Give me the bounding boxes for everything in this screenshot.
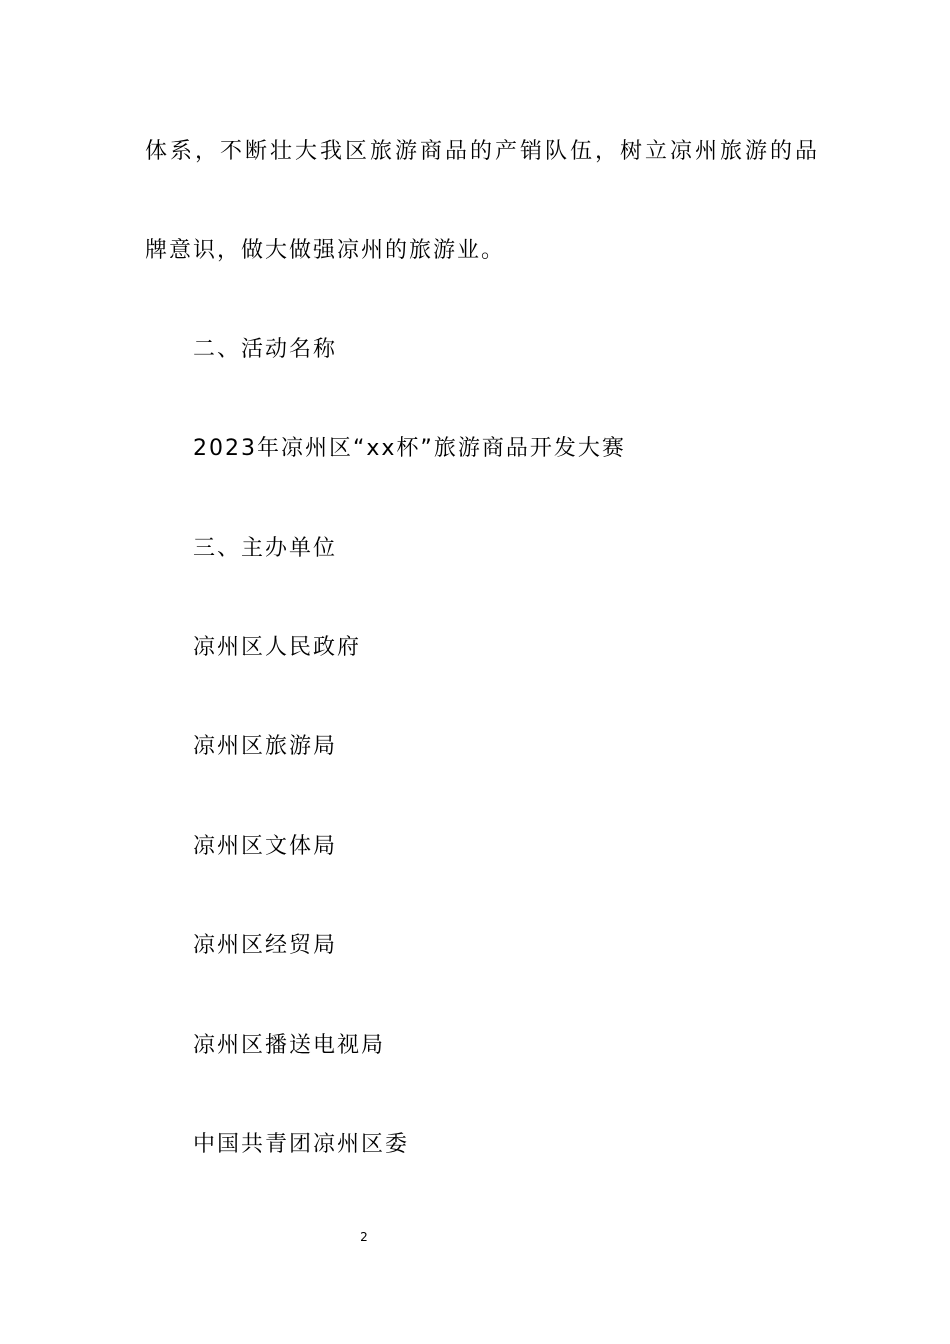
host-unit-item: 凉州区旅游局 [193, 734, 338, 759]
body-text-continuation-line-1: 体系，不断壮大我区旅游商品的产销队伍，树立凉州旅游的品 [145, 139, 821, 164]
page-number: 2 [360, 1230, 368, 1244]
host-unit-item: 凉州区人民政府 [193, 635, 362, 660]
host-unit-item: 凉州区经贸局 [193, 933, 338, 958]
section-heading-activity-name: 二、活动名称 [193, 337, 338, 362]
host-unit-item: 中国共青团凉州区委 [193, 1132, 410, 1157]
host-unit-item: 凉州区文体局 [193, 834, 338, 859]
body-text-continuation-line-2: 牌意识，做大做强凉州的旅游业。 [145, 238, 506, 263]
section-heading-host-units: 三、主办单位 [193, 536, 338, 561]
activity-name-text: 2023年凉州区“xx杯”旅游商品开发大赛 [193, 436, 626, 461]
host-unit-item: 凉州区播送电视局 [193, 1033, 386, 1058]
